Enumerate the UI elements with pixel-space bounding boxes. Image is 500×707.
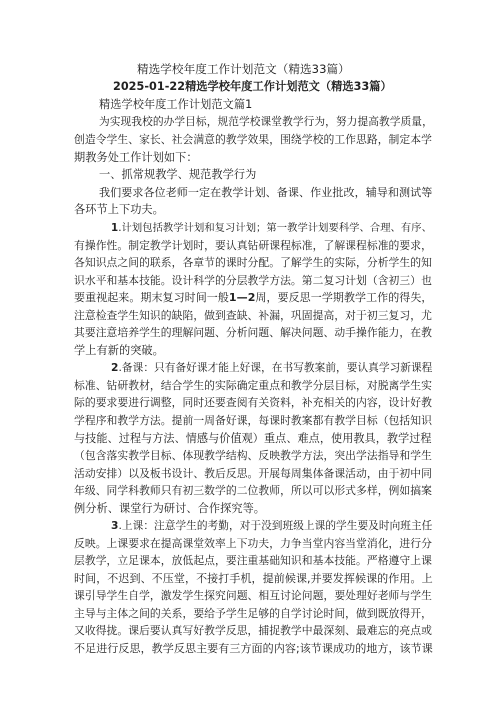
item1-line-3: 各知识点之间的联系，各章节的课时分配。了解学生的实际，分析学生的知 (74, 256, 432, 269)
section1-heading: 一、抓常规教学、规范教学行为 (99, 168, 257, 181)
item3-line-6: 主导与主体之间的关系，要给予学生足够的自学讨论时间，做到既放得开， (74, 607, 432, 620)
item1-line-8: 学上有新的突破。 (74, 344, 164, 357)
item3-line-2: 反映。上课要求在提高课堂效率上下功夫，力争当堂内容当堂消化，进行分 (74, 537, 432, 550)
item2-line-1-text: .备课：只有备好课才能上好课，在书写教案前，要认真学习新课程 (118, 361, 433, 374)
item2-line-5: 与技能、过程与方法、情感与价值观）重点、难点，使用教具，教学过程 (74, 432, 432, 445)
intro-line-2: 创造令学生、家长、社会满意的教学效果，围绕学校的工作思路，制定本学 (74, 133, 432, 146)
item1-line-1 (111, 221, 432, 235)
document-date-title (113, 80, 392, 94)
item3-line-4: 时间，不迟到、不压堂，不接打手机，提前候课,并要发挥候课的作用。上 (74, 572, 433, 585)
item1-line-7: 其要注意培养学生的理解问题、分析问题、解决问题、动手操作能力，在教 (74, 326, 432, 339)
section1-intro-line-1: 我们要求各位老师一定在教学计划、备课、作业批改，辅导和测试等 (99, 186, 433, 199)
item2-line-1 (111, 361, 432, 375)
item1-line-2: 有操作性。制定教学计划时，要认真钻研课程标准，了解课程标准的要求， (74, 239, 432, 252)
item3-line-1-text: .上课：注意学生的考勤，对于没到班级上课的学生要及时向班主任 (118, 519, 433, 532)
intro-line-3: 期教务处工作计划如下： (74, 151, 198, 164)
item1-line-5-start: 要重视起来。期末复习时间一般 (74, 291, 229, 304)
item3-line-3: 层教学，立足课本，放低起点，要注重基础知识和基本技能。严格遵守上课 (74, 554, 432, 567)
item2-line-3: 际的要求要进行调整，同时还要查阅有关资料，补充相关的内容，设计好教 (74, 396, 432, 409)
item1-line-5-end: 周，要反思一学期教学工作的得失， (255, 291, 433, 304)
item3-line-7: 又收得拢。课后要认真写好教学反思，捕捉教学中最深刻、最难忘的亮点或 (74, 624, 432, 637)
document-date: 2025-01-22 (113, 80, 186, 93)
item1-number: 1 (111, 222, 119, 234)
item2-line-8: 年级、同学科教师只有初三数学的二位教师，所以可以形式多样，例如搞案 (74, 484, 432, 497)
document-date-title-text: 精选学校年度工作计划范文（精选33篇） (185, 80, 392, 93)
item2-line-4: 学程序和教学方法。提前一周备好课，每课时教案都有教学目标（包括知识 (74, 414, 432, 427)
item1-line-5 (74, 291, 432, 305)
intro-line-1: 为实现我校的办学目标，规范学校课堂教学行为，努力提高教学质量， (99, 115, 433, 128)
item1-line-1-text: .计划包括教学计划和复习计划；第一教学计划要科学、合理、有序、 (118, 222, 432, 234)
item3-line-8: 不足进行反思，教学反思主要有三方面的内容;该节课成功的地方，该节课 (74, 642, 433, 655)
item3-line-1 (111, 519, 432, 533)
item1-bold-range: 1—2 (228, 291, 256, 304)
item1-line-6: 注意检查学生知识的缺陷，做到查缺、补漏，巩固提高，对于初三复习，尤 (74, 309, 432, 322)
item2-line-7: 活动安排）以及板书设计、教后反思。开展每周集体备课活动，由于初中同 (74, 467, 432, 480)
item3-line-5: 课引导学生自学，激发学生探究问题、相互讨论问题，要处理好老师与学生 (74, 589, 432, 602)
item2-line-2: 标准、钻研教材，结合学生的实际确定重点和教学分层目标，对脱离学生实 (74, 379, 432, 392)
item3-number: 3 (111, 519, 119, 532)
item1-line-4: 识水平和基本技能。设计科学的分层教学方法。第二复习计划（含初三）也 (74, 274, 432, 287)
document-title: 精选学校年度工作计划范文（精选33篇） (137, 62, 350, 76)
document-subtitle: 精选学校年度工作计划范文篇1 (99, 98, 253, 111)
item2-number: 2 (111, 361, 119, 374)
item2-line-9: 例分析、课堂行为研讨、合作探究等。 (74, 502, 266, 515)
item2-line-6: （包含落实教学目标、体现教学结构、反映教学方法，突出学法指导和学生 (74, 449, 432, 462)
section1-intro-line-2: 各环节上下功夫。 (74, 203, 164, 216)
